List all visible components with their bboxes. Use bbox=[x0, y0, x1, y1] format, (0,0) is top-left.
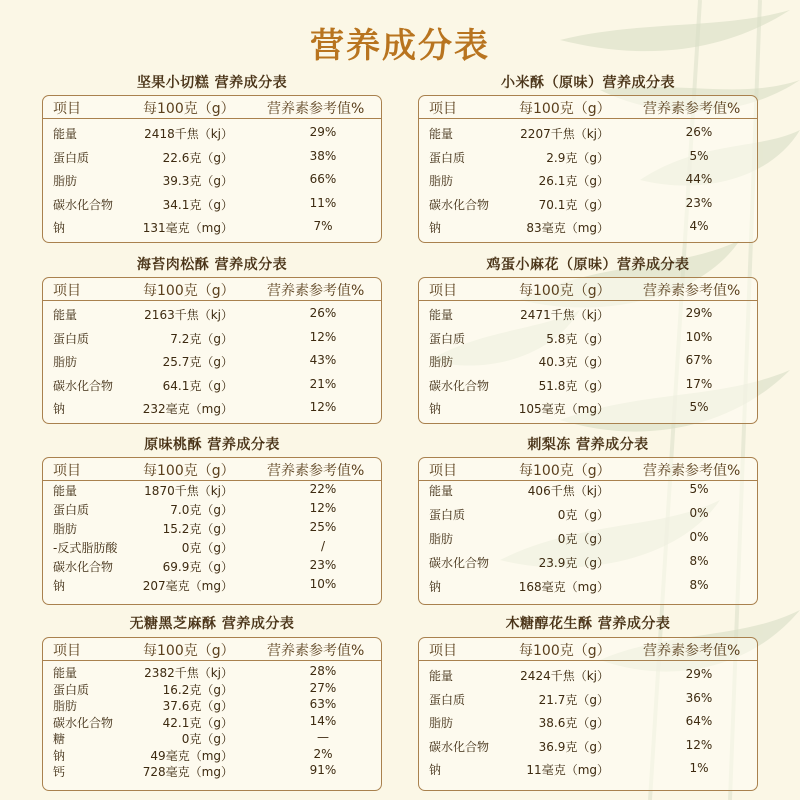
nutrient-value: 39.3克（g） bbox=[162, 174, 233, 188]
nutrition-table bbox=[418, 277, 758, 424]
table-header bbox=[419, 96, 757, 119]
nutrient-value: 2.9克（g） bbox=[546, 150, 609, 165]
nutrient-name: 蛋白质 bbox=[53, 503, 90, 517]
nutrient-name: 蛋白质 bbox=[429, 150, 466, 165]
nutrient-name: 碳水化合物 bbox=[53, 197, 114, 212]
nutrient-name: 能量 bbox=[429, 669, 454, 683]
header-per: 每100克（g） bbox=[143, 643, 235, 659]
nutrient-nrv-percent: 27% bbox=[309, 680, 337, 695]
header-item: 项目 bbox=[429, 643, 457, 659]
nutrient-nrv-percent: 28% bbox=[309, 664, 337, 678]
nutrient-name: 脂肪 bbox=[53, 174, 78, 188]
panel-title: 木糖醇花生酥 营养成分表 bbox=[505, 616, 671, 632]
nutrition-table bbox=[42, 277, 382, 424]
nutrient-nrv-percent: 8% bbox=[689, 554, 709, 568]
nutrient-nrv-percent: 63% bbox=[309, 697, 337, 711]
panel-title: 刺梨冻 营养成分表 bbox=[527, 437, 649, 453]
header-per: 每100克（g） bbox=[519, 101, 611, 117]
nutrition-panel bbox=[42, 72, 382, 243]
nutrient-value: 23.9克（g） bbox=[538, 556, 609, 570]
table-header bbox=[43, 638, 381, 661]
nutrient-nrv-percent: / bbox=[320, 539, 326, 553]
nutrient-nrv-percent: 0% bbox=[689, 530, 709, 544]
nutrient-nrv-percent: 23% bbox=[685, 195, 713, 210]
header-item: 项目 bbox=[53, 101, 81, 117]
nutrient-name: 脂肪 bbox=[429, 716, 454, 730]
nutrient-name: 钠 bbox=[429, 580, 442, 594]
header-item: 项目 bbox=[429, 283, 457, 299]
header-per: 每100克（g） bbox=[143, 283, 235, 299]
nutrient-name: 蛋白质 bbox=[53, 331, 90, 346]
nutrient-name: 脂肪 bbox=[53, 522, 78, 536]
nutrient-name: 钙 bbox=[53, 765, 66, 779]
nutrient-value: 5.8克（g） bbox=[546, 331, 609, 346]
nutrient-name: 钠 bbox=[429, 221, 442, 235]
nutrient-name: 碳水化合物 bbox=[429, 378, 490, 393]
header-item: 项目 bbox=[429, 101, 457, 117]
header-nrv: 营养素参考值% bbox=[643, 643, 741, 659]
nutrition-panel bbox=[42, 434, 382, 605]
nutrient-value: 36.9克（g） bbox=[538, 739, 609, 754]
nutrient-value: 26.1克（g） bbox=[538, 174, 609, 188]
nutrient-name: 脂肪 bbox=[429, 355, 454, 369]
nutrient-name: 能量 bbox=[53, 308, 78, 322]
nutrient-nrv-percent: 25% bbox=[309, 520, 337, 534]
nutrient-nrv-percent: 22% bbox=[309, 482, 337, 496]
nutrient-value: 64.1克（g） bbox=[162, 378, 233, 393]
nutrient-nrv-percent: 29% bbox=[685, 667, 713, 681]
nutrition-panel bbox=[418, 72, 758, 243]
nutrient-value: 69.9克（g） bbox=[162, 560, 233, 574]
nutrient-value: 22.6克（g） bbox=[162, 150, 233, 165]
nutrient-value: 51.8克（g） bbox=[538, 378, 609, 393]
nutrient-nrv-percent: 43% bbox=[309, 353, 337, 367]
nutrient-name: 脂肪 bbox=[429, 174, 454, 188]
nutrient-nrv-percent: 4% bbox=[689, 219, 709, 233]
nutrient-name: -反式脂肪酸 bbox=[53, 541, 118, 555]
table-header bbox=[419, 458, 757, 481]
nutrient-name: 蛋白质 bbox=[429, 508, 466, 522]
nutrient-nrv-percent: 29% bbox=[685, 306, 713, 320]
nutrient-nrv-percent: 91% bbox=[309, 763, 337, 777]
header-item: 项目 bbox=[429, 463, 457, 479]
header-item: 项目 bbox=[53, 643, 81, 659]
table-header bbox=[43, 278, 381, 301]
header-item: 项目 bbox=[53, 283, 81, 299]
table-header bbox=[43, 96, 381, 119]
nutrient-nrv-percent: 5% bbox=[689, 482, 709, 496]
nutrition-table bbox=[418, 637, 758, 791]
nutrient-value: 168毫克（mg） bbox=[518, 580, 609, 594]
header-nrv: 营养素参考值% bbox=[267, 643, 365, 659]
nutrient-name: 能量 bbox=[53, 127, 78, 141]
nutrient-name: 蛋白质 bbox=[53, 150, 90, 165]
nutrient-name: 能量 bbox=[429, 484, 454, 498]
nutrient-nrv-percent: 23% bbox=[309, 558, 337, 572]
panel-title: 原味桃酥 营养成分表 bbox=[144, 437, 280, 453]
panel-title: 海苔肉松酥 营养成分表 bbox=[136, 257, 288, 273]
nutrient-name: 钠 bbox=[429, 402, 442, 416]
header-nrv: 营养素参考值% bbox=[643, 283, 741, 299]
nutrient-name: 碳水化合物 bbox=[53, 560, 114, 574]
nutrient-nrv-percent: 10% bbox=[685, 329, 713, 344]
nutrient-nrv-percent: 12% bbox=[309, 501, 337, 515]
header-nrv: 营养素参考值% bbox=[267, 101, 365, 117]
table-header bbox=[419, 638, 757, 661]
nutrient-nrv-percent: 2% bbox=[313, 746, 333, 761]
table-header bbox=[43, 458, 381, 481]
nutrient-name: 能量 bbox=[53, 666, 78, 680]
nutrient-nrv-percent: 29% bbox=[309, 125, 337, 139]
panel-title: 小米酥（原味）营养成分表 bbox=[501, 75, 675, 91]
nutrition-panel bbox=[418, 434, 758, 605]
nutrient-name: 钠 bbox=[53, 748, 66, 763]
nutrient-value: 7.2克（g） bbox=[170, 331, 233, 346]
nutrient-name: 脂肪 bbox=[53, 355, 78, 369]
nutrient-nrv-percent: 12% bbox=[309, 400, 337, 414]
header-nrv: 营养素参考值% bbox=[643, 463, 741, 479]
nutrient-name: 能量 bbox=[429, 308, 454, 322]
nutrient-value: 0克（g） bbox=[181, 541, 233, 555]
nutrient-name: 碳水化合物 bbox=[429, 197, 490, 212]
nutrient-value: 728毫克（mg） bbox=[142, 765, 233, 779]
nutrient-nrv-percent: 64% bbox=[685, 714, 713, 728]
nutrient-name: 蛋白质 bbox=[429, 331, 466, 346]
table-header bbox=[419, 278, 757, 301]
nutrient-nrv-percent: 66% bbox=[309, 172, 337, 186]
nutrient-value: 2424千焦（kj） bbox=[520, 669, 609, 683]
nutrient-name: 脂肪 bbox=[429, 532, 454, 546]
nutrient-value: 37.6克（g） bbox=[162, 699, 233, 713]
nutrient-nrv-percent: 0% bbox=[689, 506, 709, 520]
nutrient-name: 脂肪 bbox=[53, 699, 78, 713]
nutrient-nrv-percent: — bbox=[317, 730, 329, 744]
header-per: 每100克（g） bbox=[519, 643, 611, 659]
nutrition-table bbox=[418, 457, 758, 605]
nutrition-table bbox=[42, 637, 382, 791]
nutrient-value: 406千焦（kj） bbox=[527, 484, 609, 498]
nutrient-name: 钠 bbox=[429, 763, 442, 777]
nutrient-value: 0克（g） bbox=[181, 732, 233, 746]
nutrient-value: 25.7克（g） bbox=[162, 355, 233, 369]
header-nrv: 营养素参考值% bbox=[267, 283, 365, 299]
nutrient-value: 42.1克（g） bbox=[162, 715, 233, 730]
nutrient-value: 2382千焦（kj） bbox=[144, 666, 233, 680]
nutrient-value: 232毫克（mg） bbox=[142, 402, 233, 416]
nutrient-value: 207毫克（mg） bbox=[142, 579, 233, 593]
nutrient-nrv-percent: 26% bbox=[309, 306, 337, 320]
nutrient-name: 钠 bbox=[53, 402, 66, 416]
nutrition-panel bbox=[418, 254, 758, 424]
nutrient-value: 16.2克（g） bbox=[162, 682, 233, 697]
nutrient-nrv-percent: 36% bbox=[685, 690, 713, 705]
nutrient-nrv-percent: 5% bbox=[689, 400, 709, 414]
nutrient-value: 11毫克（mg） bbox=[526, 763, 609, 777]
nutrient-nrv-percent: 67% bbox=[685, 353, 713, 367]
nutrient-value: 2471千焦（kj） bbox=[520, 308, 609, 322]
nutrient-nrv-percent: 44% bbox=[685, 172, 713, 186]
nutrition-table bbox=[418, 95, 758, 243]
nutrient-nrv-percent: 21% bbox=[309, 376, 337, 391]
nutrient-nrv-percent: 12% bbox=[685, 737, 713, 752]
nutrient-value: 0克（g） bbox=[557, 532, 609, 546]
nutrient-value: 40.3克（g） bbox=[538, 355, 609, 369]
header-per: 每100克（g） bbox=[519, 283, 611, 299]
nutrient-name: 碳水化合物 bbox=[53, 715, 114, 730]
header-nrv: 营养素参考值% bbox=[643, 101, 741, 117]
nutrient-value: 0克（g） bbox=[557, 508, 609, 522]
nutrient-nrv-percent: 38% bbox=[309, 148, 337, 163]
nutrient-value: 7.0克（g） bbox=[170, 503, 233, 517]
nutrient-name: 钠 bbox=[53, 221, 66, 235]
nutrient-name: 能量 bbox=[53, 484, 78, 498]
nutrition-panel bbox=[42, 254, 382, 424]
nutrient-value: 131毫克（mg） bbox=[142, 221, 233, 235]
nutrient-nrv-percent: 5% bbox=[689, 148, 709, 163]
nutrient-nrv-percent: 17% bbox=[685, 376, 713, 391]
header-item: 项目 bbox=[53, 463, 81, 479]
nutrient-nrv-percent: 10% bbox=[309, 577, 337, 591]
nutrient-nrv-percent: 8% bbox=[689, 578, 709, 592]
nutrient-value: 83毫克（mg） bbox=[526, 221, 609, 235]
nutrient-value: 1870千焦（kj） bbox=[144, 484, 233, 498]
page-title: 营养成分表 bbox=[310, 26, 490, 66]
header-per: 每100克（g） bbox=[519, 463, 611, 479]
panel-title: 鸡蛋小麻花（原味）营养成分表 bbox=[486, 257, 690, 273]
nutrient-value: 2163千焦（kj） bbox=[144, 308, 233, 322]
panel-title: 无糖黑芝麻酥 营养成分表 bbox=[129, 616, 295, 632]
nutrient-value: 49毫克（mg） bbox=[150, 748, 233, 763]
nutrition-panel bbox=[42, 613, 382, 791]
nutrient-name: 碳水化合物 bbox=[429, 739, 490, 754]
nutrient-nrv-percent: 12% bbox=[309, 329, 337, 344]
nutrition-table bbox=[42, 95, 382, 243]
nutrient-name: 钠 bbox=[53, 579, 66, 593]
nutrient-nrv-percent: 11% bbox=[309, 195, 337, 210]
nutrient-value: 21.7克（g） bbox=[538, 692, 609, 707]
nutrition-panel bbox=[418, 613, 758, 791]
nutrient-nrv-percent: 1% bbox=[689, 761, 709, 775]
nutrient-value: 70.1克（g） bbox=[538, 197, 609, 212]
header-per: 每100克（g） bbox=[143, 463, 235, 479]
nutrient-value: 38.6克（g） bbox=[538, 716, 609, 730]
nutrient-name: 能量 bbox=[429, 127, 454, 141]
nutrient-nrv-percent: 14% bbox=[309, 713, 337, 728]
nutrient-value: 2418千焦（kj） bbox=[144, 127, 233, 141]
nutrient-name: 蛋白质 bbox=[429, 692, 466, 707]
nutrient-nrv-percent: 7% bbox=[313, 219, 333, 233]
nutrient-value: 2207千焦（kj） bbox=[520, 127, 609, 141]
nutrition-table bbox=[42, 457, 382, 605]
nutrient-nrv-percent: 26% bbox=[685, 125, 713, 139]
panel-title: 坚果小切糕 营养成分表 bbox=[136, 75, 288, 91]
nutrient-name: 蛋白质 bbox=[53, 682, 90, 697]
nutrient-value: 15.2克（g） bbox=[162, 522, 233, 536]
nutrient-value: 105毫克（mg） bbox=[518, 402, 609, 416]
header-nrv: 营养素参考值% bbox=[267, 463, 365, 479]
nutrient-value: 34.1克（g） bbox=[162, 197, 233, 212]
nutrient-name: 碳水化合物 bbox=[53, 378, 114, 393]
header-per: 每100克（g） bbox=[143, 101, 235, 117]
nutrient-name: 碳水化合物 bbox=[429, 556, 490, 570]
nutrient-name: 糖 bbox=[53, 732, 66, 746]
